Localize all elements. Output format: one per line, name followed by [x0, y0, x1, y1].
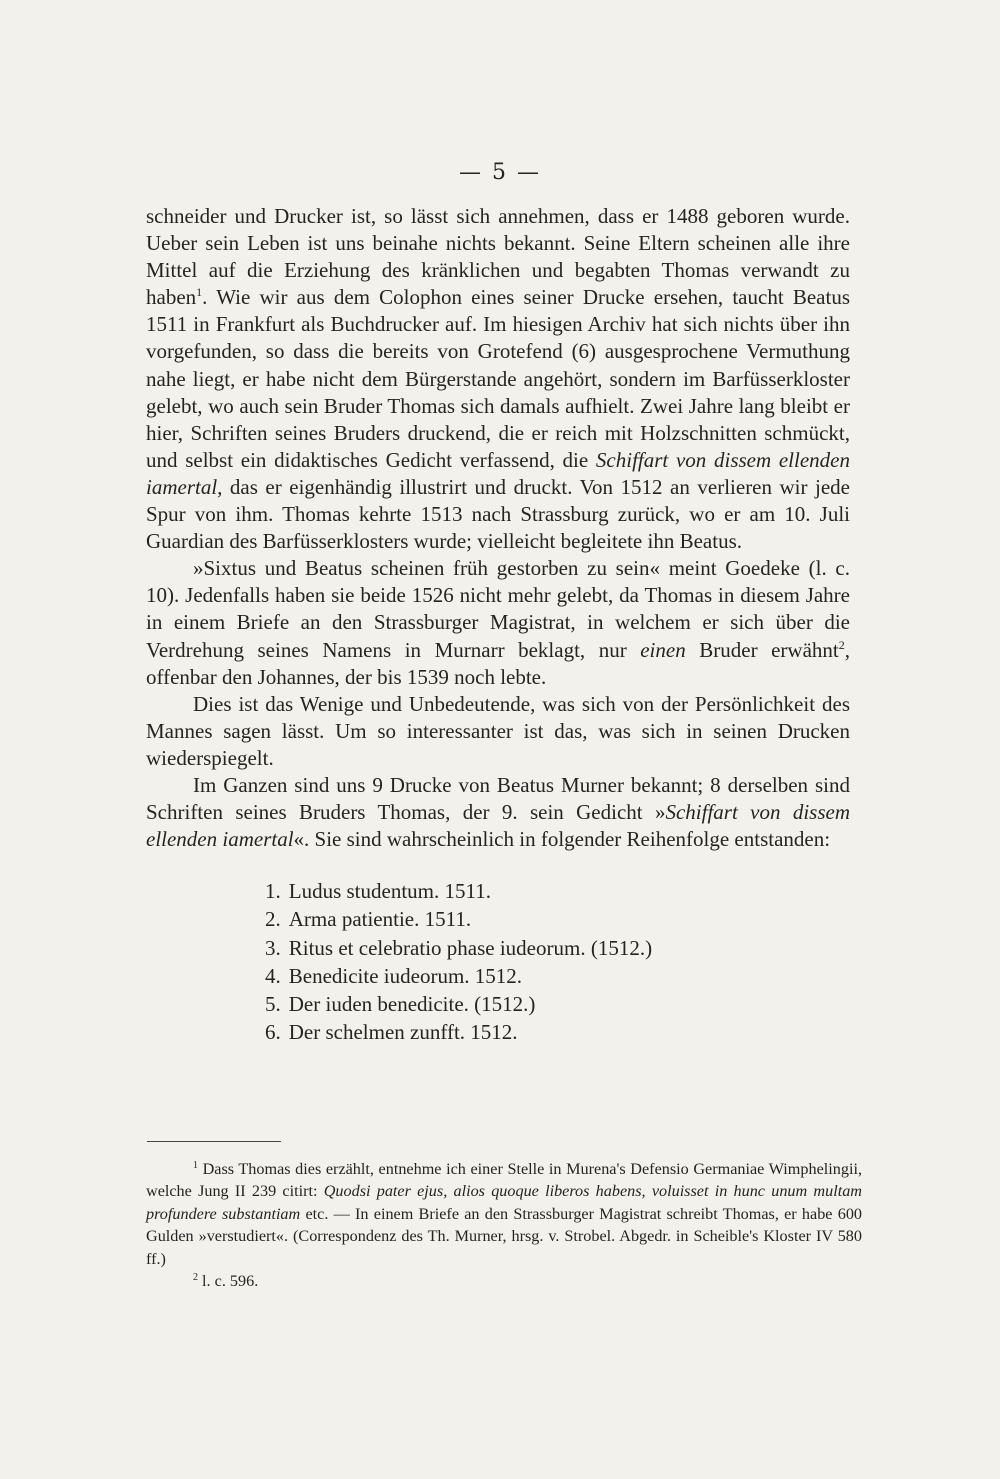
paragraph — [146, 555, 850, 690]
footnotes — [146, 1158, 862, 1292]
list-item-number: 2. — [265, 907, 281, 932]
text-run: Dass Thomas dies erzählt, entnehme ich einer Stelle in Murena's Defensio Germaniae Wimphelingii, welche Jung II 239 citirt: — [146, 1160, 862, 1201]
footnote-marker: 2 — [193, 1272, 198, 1284]
list-item-text: Benedicite iudeorum. 1512. — [288, 963, 523, 988]
footnote-marker: 2 — [838, 637, 845, 652]
paragraph — [146, 203, 850, 555]
text-run: »Sixtus und Beatus scheinen früh gestorben zu sein« meint Goedeke (l. c. 10). Jedenfalls haben sie beide 1526 nicht mehr gelebt, da Thomas in diesem Jahre in einem Briefe an den Strassburger Magistrat, in welchem er sich über die Verdrehung seines Namens in Murnarr beklagt, nur — [146, 556, 850, 662]
text-run: das er eigenhändig illustrirt und druckt. Von 1512 an verlieren wir jede Spur von ihm. Thomas kehrte 1513 nach Strassburg zurück, wo er am 10. Juli Guardian des Barfüsserklosters wurde; vielleicht begleitete ihn Beatus. — [146, 474, 850, 554]
list-item — [265, 934, 850, 962]
text-run: l. c. 596. — [198, 1272, 259, 1291]
italic-title: Schiffart von dissem ellenden iamertal, — [146, 447, 850, 499]
list-item-number: 1. — [265, 879, 281, 904]
text-run: Dies ist das Wenige und Unbedeutende, was sich von der Persönlichkeit des Mannes sagen lässt. Um so interessanter ist das, was sich in seinen Drucken wiederspiegelt. — [146, 691, 850, 770]
footnote-marker: 1 — [193, 1160, 198, 1171]
list-item-number: 6. — [265, 1020, 281, 1045]
text-run: schneider und Drucker ist, so lässt sich annehmen, dass er 1488 geboren wurde. Ueber sein Leben ist uns beinahe nichts bekannt. Seine Eltern scheinen alle ihre Mittel auf die Erziehung des kränklichen und begabten Thomas verwandt zu haben — [146, 204, 850, 310]
list-item-number: 5. — [265, 992, 281, 1017]
italic-title: Quodsi pater ejus, alios quoque liberos habens, voluisset in hunc unum multam profundere substantiam — [146, 1182, 862, 1223]
text-run: «. Sie sind wahrscheinlich in folgender Reihenfolge entstanden: — [293, 827, 831, 852]
list-item-text: Der iuden benedicite. (1512.) — [288, 992, 536, 1017]
list-item-text: Ritus et celebratio phase iudeorum. (1512.) — [288, 935, 653, 960]
list-item-text: Arma patientie. 1511. — [288, 907, 472, 932]
list-item-text: Ludus studentum. 1511. — [288, 879, 491, 904]
text-run: , offenbar den Johannes, der bis 1539 noch lebte. — [146, 637, 850, 689]
text-run: . Wie wir aus dem Colophon eines seiner Drucke ersehen, taucht Beatus 1511 in Frankfurt als Buchdrucker auf. Im hiesigen Archiv hat sich nichts über ihn vorgefunden, so dass die bereits von Grotefend (6) ausgesprochene Vermuthung nahe liegt, er habe nicht dem Bürgerstande angehört, sondern im Barfüsserkloster gelebt, wo auch sein Bruder Thomas sich damals aufhielt. Zwei Jahre lang bleibt er hier, Schriften seines Bruders druckend, die er reich mit Holzschnitten schmückt, und selbst ein didaktisches Gedicht verfassend, die — [146, 285, 850, 472]
list-item-number: 4. — [265, 963, 281, 988]
list-item — [265, 877, 850, 905]
list-item-text: Der schelmen zunfft. 1512. — [288, 1020, 518, 1045]
text-run: Bruder erwähnt — [685, 637, 839, 662]
list-item — [265, 905, 850, 933]
paragraph — [146, 772, 850, 853]
paragraphs — [146, 203, 850, 853]
footnote — [146, 1158, 862, 1270]
list-item — [265, 1018, 850, 1046]
text-run: Im Ganzen sind uns 9 Drucke von Beatus Murner bekannt; 8 derselben sind Schriften seines Bruders Thomas, der 9. sein Gedicht » — [146, 772, 850, 825]
italic-title: Schiffart von dissem ellenden iamertal — [146, 800, 850, 852]
italic-title: einen — [640, 637, 686, 662]
paragraph — [146, 691, 850, 772]
page-number: — 5 — — [459, 160, 541, 185]
footnote — [146, 1270, 862, 1292]
list-item — [265, 990, 850, 1018]
prints-list — [146, 877, 850, 1046]
list-item — [265, 962, 850, 990]
body-text — [146, 203, 850, 1046]
footnote-marker: 1 — [196, 285, 203, 300]
footnote-separator — [147, 1141, 281, 1142]
text-run: etc. — In einem Briefe an den Strassburger Magistrat schreibt Thomas, er habe 600 Gulden »verstudiert«. (Correspondenz des Th. Murner, hrsg. v. Strobel. Abgedr. in Scheible's Kloster IV 580 ff.) — [146, 1204, 863, 1268]
list-item-number: 3. — [265, 935, 281, 960]
